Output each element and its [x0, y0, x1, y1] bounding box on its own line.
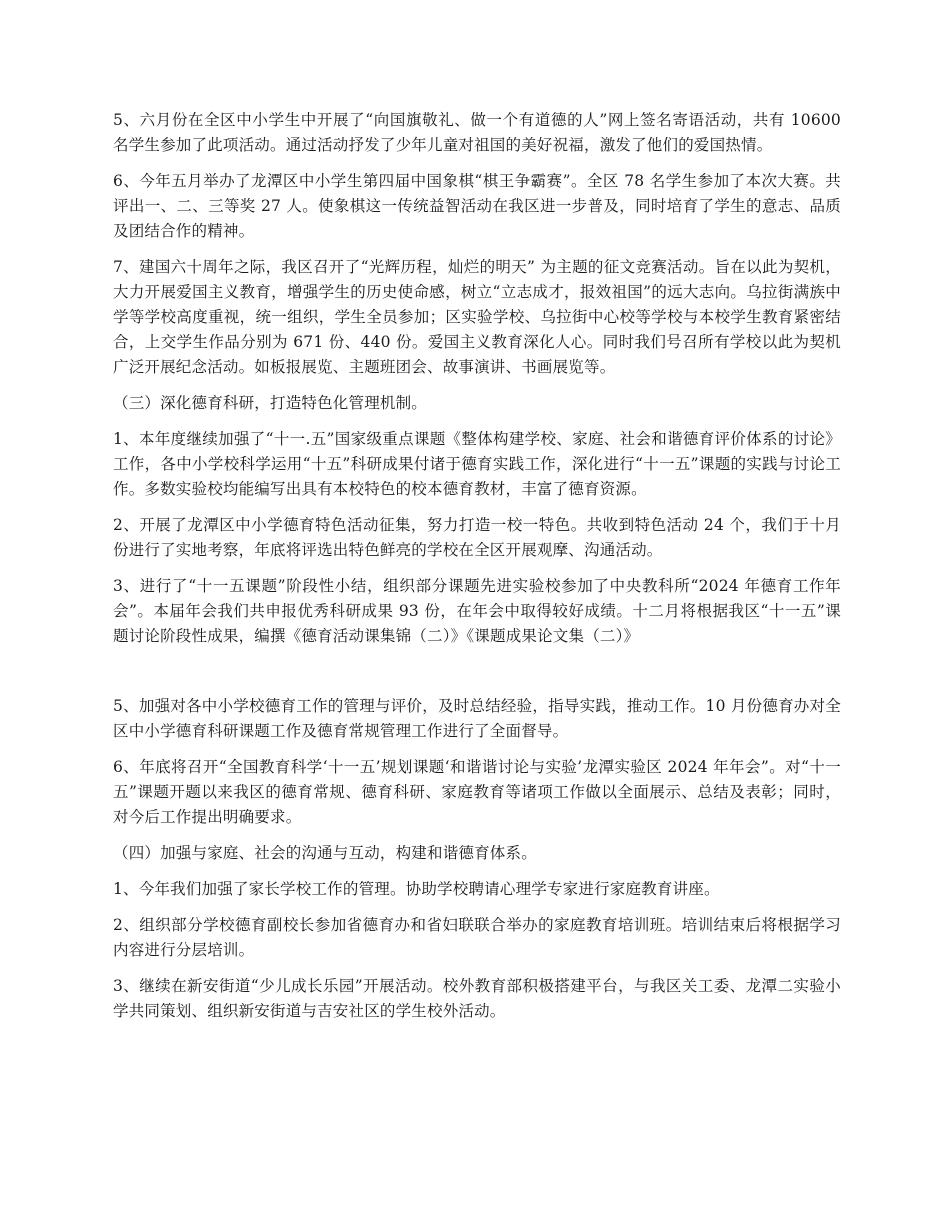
paragraph-chess-competition: 6、今年五月举办了龙潭区中小学生第四届中国象棋“棋王争霸赛”。全区 78 名学生参加了本次大赛。共评出一、二、三等奖 27 人。使象棋这一传统益智活动在我区进一步普及，同时培育了学生的意志、品质及团结合作的精神。 [113, 172, 841, 240]
paragraph-management-evaluation: 5、加强对各中小学校德育工作的管理与评价，及时总结经验，指导实践，推动工作。10 月份德育办对全区中小学德育科研课题工作及德育常规管理工作进行了全面督导。 [113, 697, 841, 740]
paragraph-children-garden: 3、继续在新安街道“少儿成长乐园”开展活动。校外教育部积极搭建平台，与我区关工委、龙潭二实验小学共同策划、组织新安街道与吉安社区的学生校外活动。 [113, 977, 841, 1020]
paragraph-stage-summary: 3、进行了“十一五课题”阶段性小结，组织部分课题先进实验校参加了中央教科所“2024 年德育工作年会”。本届年会我们共申报优秀科研成果 93 份，在年会中取得较好成绩。十二月将根据我区“十一五”课题讨论阶段性成果，编撰《德育活动课集锦（二）》《课题成果论文集（二）》 [113, 577, 841, 645]
document-page [113, 108, 841, 1035]
paragraph-parent-school: 1、今年我们加强了家长学校工作的管理。协助学校聘请心理学专家进行家庭教育讲座。 [113, 880, 720, 898]
paragraph-annual-conference: 6、年底将召开“全国教育科学‘十一五’规划课题‘和谐谐讨论与实验’龙潭实验区 2024 年年会”。对“十一五”课题开题以来我区的德育常规、德育科研、家庭教育等诸项工作做以全面展示、总结及表彰；同时，对今后工作提出明确要求。 [113, 758, 841, 826]
section-heading-moral-research: （三）深化德育科研，打造特色化管理机制。 [113, 394, 428, 412]
paragraph-family-training: 2、组织部分学校德育副校长参加省德育办和省妇联联合举办的家庭教育培训班。培训结束后将根据学习内容进行分层培训。 [113, 916, 841, 959]
paragraph-essay-contest: 7、建国六十周年之际，我区召开了“光辉历程，灿烂的明天” 为主题的征文竞赛活动。旨在以此为契机，大力开展爱国主义教育，增强学生的历史使命感，树立“立志成才，报效祖国”的远大志向。乌拉街满族中学等学校高度重视，统一组织，学生全员参加；区实验学校、乌拉街中心校等学校与本校学生教育紧密结合，上交学生作品分别为 671 份、440 份。爱国主义教育深化人心。同时我们号召所有学校以此为契机广泛开展纪念活动。如板报展览、主题班团会、故事演讲、书画展览等。 [113, 258, 841, 376]
section-heading-family-society: （四）加强与家庭、社会的沟通与互动，构建和谐德育体系。 [113, 844, 537, 862]
paragraph-featured-activities: 2、开展了龙潭区中小学德育特色活动征集，努力打造一校一特色。共收到特色活动 24 个，我们于十月份进行了实地考察，年底将评选出特色鲜亮的学校在全区开展观摩、沟通活动。 [113, 516, 841, 559]
blank-space [113, 660, 841, 694]
paragraph-national-research-project: 1、本年度继续加强了“十一.五”国家级重点课题《整体构建学校、家庭、社会和谐德育评价体系的讨论》工作，各中小学校科学运用“十五”科研成果付诸于德育实践工作，深化进行“十一五”课题的实践与讨论工作。多数实验校均能编写出具有本校特色的校本德育教材，丰富了德育资源。 [113, 430, 841, 498]
paragraph-flag-salute-activity: 5、六月份在全区中小学生中开展了“向国旗敬礼、做一个有道德的人”网上签名寄语活动，共有 10600 名学生参加了此项活动。通过活动抒发了少年儿童对祖国的美好祝福，激发了他们的爱国热情。 [113, 111, 841, 154]
